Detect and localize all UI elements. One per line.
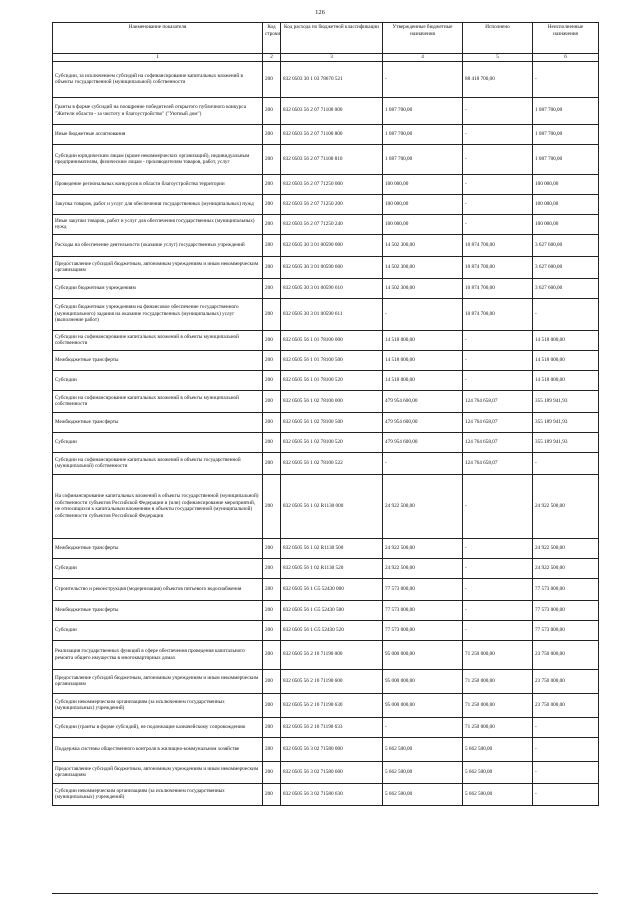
table-row xyxy=(53,278,599,298)
row-name: Проведение региональных конкурсов в области благоустройства территории xyxy=(53,174,263,194)
row-unexecuted: 77 573 000,00 xyxy=(533,578,599,600)
row-approved: 95 000 000,00 xyxy=(383,669,463,693)
row-name: Субсидии xyxy=(53,370,263,390)
row-expense-code: 832 0505 56 1 02 R1130 520 xyxy=(281,558,383,578)
row-unexecuted: 3 627 600,00 xyxy=(533,234,599,256)
row-executed: - xyxy=(463,620,533,640)
row-expense-code: 832 0505 56 1 01 78100 000 xyxy=(281,330,383,350)
row-executed: 71 250 000,00 xyxy=(463,717,533,737)
row-line-code: 200 xyxy=(263,620,281,640)
row-executed: 124 764 658,07 xyxy=(463,432,533,452)
table-row xyxy=(53,717,599,737)
row-expense-code: 832 0505 56 2 10 71190 633 xyxy=(281,717,383,737)
row-approved: - xyxy=(383,298,463,330)
row-line-code: 200 xyxy=(263,717,281,737)
table-row xyxy=(53,298,599,330)
row-expense-code: 832 0505 56 1 02 78100 520 xyxy=(281,432,383,452)
table-row xyxy=(53,214,599,234)
table-row xyxy=(53,194,599,214)
table-row xyxy=(53,452,599,474)
row-line-code: 200 xyxy=(263,761,281,783)
row-expense-code: 832 0505 30 3 01 00590 600 xyxy=(281,256,383,278)
row-unexecuted: 14 518 000,00 xyxy=(533,370,599,390)
row-approved: 14 518 000,00 xyxy=(383,330,463,350)
row-expense-code: 832 0505 56 1 02 R1130 500 xyxy=(281,538,383,558)
row-unexecuted: - xyxy=(533,783,599,805)
table-row xyxy=(53,669,599,693)
table-row xyxy=(53,97,599,124)
row-executed: - xyxy=(463,144,533,174)
row-name: Предоставление субсидий бюджетным, автономным учреждениям и иным некоммерческим организациям xyxy=(53,669,263,693)
row-executed: 88 418 700,00 xyxy=(463,61,533,97)
row-executed: 10 874 700,00 xyxy=(463,256,533,278)
row-unexecuted: 23 750 000,00 xyxy=(533,669,599,693)
row-approved: 14 518 000,00 xyxy=(383,370,463,390)
row-line-code: 200 xyxy=(263,538,281,558)
table-header-row xyxy=(53,23,599,54)
row-line-code: 200 xyxy=(263,194,281,214)
table-row xyxy=(53,538,599,558)
row-line-code: 200 xyxy=(263,600,281,620)
row-name: Субсидии на софинансирование капитальных вложений в объекты муниципальной собственности xyxy=(53,330,263,350)
row-expense-code: 832 0503 56 2 07 71250 000 xyxy=(281,174,383,194)
row-approved: 77 573 000,00 xyxy=(383,620,463,640)
row-executed: - xyxy=(463,174,533,194)
row-name: На софинансирование капитальных вложений в объекты государственной (муниципальной) собственности субъектов Российской Федерации и (или) софинансирование мероприятий, не относящихся к капитальным вложениям в объекты государственной (муниципальной) собственности субъектов Российской Федерации xyxy=(53,474,263,538)
row-expense-code: 832 0505 30 3 01 00590 611 xyxy=(281,298,383,330)
row-expense-code: 832 0505 56 3 02 71580 600 xyxy=(281,761,383,783)
row-expense-code: 832 0505 56 1 02 R1130 000 xyxy=(281,474,383,538)
row-name: Субсидии на софинансирование капитальных вложений в объекты муниципальной собственности xyxy=(53,390,263,412)
row-expense-code: 832 0503 56 2 07 71100 810 xyxy=(281,144,383,174)
row-name: Предоставление субсидий бюджетным, автономным учреждениям и иным некоммерческим организациям xyxy=(53,256,263,278)
row-executed: 124 764 658,07 xyxy=(463,412,533,432)
row-line-code: 200 xyxy=(263,390,281,412)
row-name: Строительство и реконструкция (модернизация) объектов питьевого водоснабжения xyxy=(53,578,263,600)
row-line-code: 200 xyxy=(263,298,281,330)
column-number-row xyxy=(53,54,599,62)
row-executed: - xyxy=(463,97,533,124)
header-executed: Исполнено xyxy=(463,23,533,54)
row-executed: 10 874 700,00 xyxy=(463,298,533,330)
row-executed: - xyxy=(463,330,533,350)
row-approved: 100 000,00 xyxy=(383,174,463,194)
row-line-code: 200 xyxy=(263,174,281,194)
row-executed: - xyxy=(463,350,533,370)
row-name: Расходы на обеспечение деятельности (оказание услуг) государственных учреждений xyxy=(53,234,263,256)
row-approved: 1 087 700,00 xyxy=(383,97,463,124)
row-expense-code: 832 0505 56 1 G5 52430 500 xyxy=(281,600,383,620)
table-row xyxy=(53,61,599,97)
row-executed: 10 874 700,00 xyxy=(463,234,533,256)
row-name: Субсидии xyxy=(53,558,263,578)
row-unexecuted: 14 518 000,00 xyxy=(533,350,599,370)
row-executed: - xyxy=(463,370,533,390)
column-number: 2 xyxy=(263,54,281,62)
row-line-code: 200 xyxy=(263,370,281,390)
row-executed: 71 250 000,00 xyxy=(463,640,533,669)
row-approved: 24 922 500,00 xyxy=(383,538,463,558)
table-row xyxy=(53,600,599,620)
row-name: Субсидии юридическим лицам (кроме некоммерческих организаций), индивидуальным предпринимателям, физическим лицам - производителям товаров, работ, услуг xyxy=(53,144,263,174)
row-approved: 14 502 300,00 xyxy=(383,234,463,256)
column-number: 4 xyxy=(383,54,463,62)
row-expense-code: 832 0505 56 1 G5 52430 000 xyxy=(281,578,383,600)
row-executed: - xyxy=(463,558,533,578)
table-row xyxy=(53,144,599,174)
row-expense-code: 832 0505 56 1 01 78100 520 xyxy=(281,370,383,390)
table-row xyxy=(53,370,599,390)
row-executed: - xyxy=(463,538,533,558)
row-approved: 95 000 000,00 xyxy=(383,693,463,717)
column-number: 5 xyxy=(463,54,533,62)
row-unexecuted: 100 000,00 xyxy=(533,214,599,234)
row-name: Межбюджетные трансферты xyxy=(53,350,263,370)
row-name: Субсидии на софинансирование капитальных вложений в объекты государственной (муниципальной) собственности xyxy=(53,452,263,474)
row-approved: - xyxy=(383,717,463,737)
row-unexecuted: 1 087 700,00 xyxy=(533,144,599,174)
row-unexecuted: 14 518 000,00 xyxy=(533,330,599,350)
row-expense-code: 832 0503 56 2 07 71250 200 xyxy=(281,194,383,214)
table-row xyxy=(53,330,599,350)
row-executed: 5 662 500,00 xyxy=(463,783,533,805)
row-approved: 5 662 500,00 xyxy=(383,783,463,805)
row-executed: 71 250 000,00 xyxy=(463,693,533,717)
header-expense-code: Код расхода по бюджетной классификации xyxy=(281,23,383,54)
row-approved: 14 502 300,00 xyxy=(383,256,463,278)
row-approved: 5 662 500,00 xyxy=(383,761,463,783)
row-approved: 1 087 700,00 xyxy=(383,144,463,174)
row-name: Реализация государственных функций в сфере обеспечения проведения капитального ремонта общего имущества в многоквартирных домах xyxy=(53,640,263,669)
row-unexecuted: 23 750 000,00 xyxy=(533,640,599,669)
table-row xyxy=(53,620,599,640)
row-unexecuted: 100 000,00 xyxy=(533,194,599,214)
row-approved: 479 954 600,00 xyxy=(383,432,463,452)
header-approved: Утвержденные бюджетные назначения xyxy=(383,23,463,54)
row-unexecuted: - xyxy=(533,452,599,474)
row-line-code: 200 xyxy=(263,214,281,234)
row-name: Межбюджетные трансферты xyxy=(53,538,263,558)
row-unexecuted: 77 573 000,00 xyxy=(533,600,599,620)
row-executed: - xyxy=(463,474,533,538)
row-name: Субсидии (гранты в форме субсидий), не подлежащие казначейскому сопровождению xyxy=(53,717,263,737)
row-expense-code: 832 0505 56 2 10 71190 000 xyxy=(281,640,383,669)
row-approved: 1 087 700,00 xyxy=(383,124,463,144)
row-executed: - xyxy=(463,578,533,600)
row-executed: 5 662 500,00 xyxy=(463,737,533,761)
row-expense-code: 832 0505 30 3 01 00590 000 xyxy=(281,234,383,256)
row-unexecuted: 355 189 941,93 xyxy=(533,390,599,412)
row-name: Поддержка системы общественного контроля в жилищно-коммунальном хозяйстве xyxy=(53,737,263,761)
row-executed: 5 662 500,00 xyxy=(463,761,533,783)
row-unexecuted: 1 087 700,00 xyxy=(533,97,599,124)
table-body xyxy=(53,61,599,805)
row-executed: 71 250 000,00 xyxy=(463,669,533,693)
row-approved: 77 573 000,00 xyxy=(383,578,463,600)
row-line-code: 200 xyxy=(263,693,281,717)
page-bottom-rule xyxy=(52,893,598,894)
row-executed: - xyxy=(463,214,533,234)
row-approved: 100 000,00 xyxy=(383,214,463,234)
row-line-code: 200 xyxy=(263,412,281,432)
row-line-code: 200 xyxy=(263,432,281,452)
row-name: Субсидии некоммерческим организациям (за исключением государственных (муниципальных) учреждений) xyxy=(53,693,263,717)
row-unexecuted: 23 750 000,00 xyxy=(533,693,599,717)
table-row xyxy=(53,693,599,717)
page-number: 126 xyxy=(315,9,325,16)
row-approved: 77 573 000,00 xyxy=(383,600,463,620)
table-row xyxy=(53,234,599,256)
row-expense-code: 832 0505 56 3 02 71580 630 xyxy=(281,783,383,805)
row-executed: 10 874 700,00 xyxy=(463,278,533,298)
row-unexecuted: - xyxy=(533,737,599,761)
row-line-code: 200 xyxy=(263,737,281,761)
row-approved: 14 518 000,00 xyxy=(383,350,463,370)
row-expense-code: 832 0505 56 1 02 78100 000 xyxy=(281,390,383,412)
row-expense-code: 832 0505 56 3 02 71580 000 xyxy=(281,737,383,761)
row-expense-code: 832 0503 56 2 07 71100 800 xyxy=(281,124,383,144)
row-name: Субсидии некоммерческим организациям (за исключением государственных (муниципальных) учреждений) xyxy=(53,783,263,805)
row-unexecuted: 24 922 500,00 xyxy=(533,558,599,578)
row-executed: 124 764 658,07 xyxy=(463,390,533,412)
row-expense-code: 832 0505 56 1 01 78100 500 xyxy=(281,350,383,370)
row-approved: 479 954 600,00 xyxy=(383,412,463,432)
row-approved: 5 662 500,00 xyxy=(383,737,463,761)
row-approved: - xyxy=(383,61,463,97)
row-unexecuted: 77 573 000,00 xyxy=(533,620,599,640)
row-approved: 24 922 500,00 xyxy=(383,558,463,578)
row-expense-code: 832 0503 56 2 07 71250 240 xyxy=(281,214,383,234)
table-row xyxy=(53,640,599,669)
row-unexecuted: 24 922 500,00 xyxy=(533,474,599,538)
row-line-code: 200 xyxy=(263,669,281,693)
row-unexecuted: 1 087 700,00 xyxy=(533,124,599,144)
row-line-code: 200 xyxy=(263,278,281,298)
row-line-code: 200 xyxy=(263,256,281,278)
row-unexecuted: 355 189 941,93 xyxy=(533,432,599,452)
row-expense-code: 832 0503 30 1 03 78670 521 xyxy=(281,61,383,97)
row-unexecuted: - xyxy=(533,717,599,737)
table-row xyxy=(53,256,599,278)
row-approved: 479 954 600,00 xyxy=(383,390,463,412)
header-name: Наименование показателя xyxy=(53,23,263,54)
row-approved: 100 000,00 xyxy=(383,194,463,214)
row-name: Гранты в форме субсидий на поощрение победителей открытого публичного конкурса "Жители области - за чистоту и благоустройство" ("Уютный дом") xyxy=(53,97,263,124)
row-unexecuted: 24 922 500,00 xyxy=(533,538,599,558)
row-executed: - xyxy=(463,600,533,620)
row-name: Иные бюджетные ассигнования xyxy=(53,124,263,144)
column-number: 1 xyxy=(53,54,263,62)
row-name: Субсидии бюджетным учреждениям на финансовое обеспечение государственного (муниципального) задания на оказание государственных (муниципальных) услуг (выполнение работ) xyxy=(53,298,263,330)
row-name: Субсидии xyxy=(53,432,263,452)
row-line-code: 200 xyxy=(263,234,281,256)
row-unexecuted: 100 000,00 xyxy=(533,174,599,194)
table-row xyxy=(53,558,599,578)
header-unexecuted: Неисполненные назначения xyxy=(533,23,599,54)
row-unexecuted: 3 627 600,00 xyxy=(533,278,599,298)
table-row xyxy=(53,432,599,452)
row-line-code: 200 xyxy=(263,330,281,350)
table-row xyxy=(53,783,599,805)
row-name: Закупка товаров, работ и услуг для обеспечения государственных (муниципальных) нужд xyxy=(53,194,263,214)
row-expense-code: 832 0503 56 2 07 71100 000 xyxy=(281,97,383,124)
table-row xyxy=(53,761,599,783)
row-expense-code: 832 0505 56 1 G5 52430 520 xyxy=(281,620,383,640)
table-row xyxy=(53,412,599,432)
row-expense-code: 832 0505 56 2 10 71190 600 xyxy=(281,669,383,693)
row-expense-code: 832 0505 56 1 02 78100 522 xyxy=(281,452,383,474)
row-approved: 24 922 500,00 xyxy=(383,474,463,538)
row-name: Иные закупки товаров, работ и услуг для обеспечения государственных (муниципальных) нужд xyxy=(53,214,263,234)
table-row xyxy=(53,124,599,144)
row-unexecuted: 355 189 941,93 xyxy=(533,412,599,432)
row-expense-code: 832 0505 30 3 01 00590 610 xyxy=(281,278,383,298)
row-unexecuted: 3 627 600,00 xyxy=(533,256,599,278)
table-row xyxy=(53,350,599,370)
row-name: Предоставление субсидий бюджетным, автономным учреждениям и иным некоммерческим организациям xyxy=(53,761,263,783)
budget-execution-table xyxy=(52,22,599,806)
row-approved: 95 000 000,00 xyxy=(383,640,463,669)
row-name: Субсидии, за исключением субсидий на софинансирование капитальных вложений в объекты государственной (муниципальной) собственности xyxy=(53,61,263,97)
row-line-code: 200 xyxy=(263,97,281,124)
row-unexecuted: - xyxy=(533,298,599,330)
row-expense-code: 832 0505 56 1 02 78100 500 xyxy=(281,412,383,432)
row-line-code: 200 xyxy=(263,144,281,174)
table-row xyxy=(53,174,599,194)
row-line-code: 200 xyxy=(263,578,281,600)
column-number: 3 xyxy=(281,54,383,62)
table-row xyxy=(53,474,599,538)
table-row xyxy=(53,578,599,600)
row-name: Межбюджетные трансферты xyxy=(53,412,263,432)
table-row xyxy=(53,737,599,761)
row-expense-code: 832 0505 56 2 10 71190 630 xyxy=(281,693,383,717)
row-executed: 124 764 658,07 xyxy=(463,452,533,474)
row-approved: - xyxy=(383,452,463,474)
row-line-code: 200 xyxy=(263,61,281,97)
row-line-code: 200 xyxy=(263,558,281,578)
row-executed: - xyxy=(463,124,533,144)
row-line-code: 200 xyxy=(263,452,281,474)
table-row xyxy=(53,390,599,412)
row-name: Межбюджетные трансферты xyxy=(53,600,263,620)
column-number: 6 xyxy=(533,54,599,62)
row-line-code: 200 xyxy=(263,640,281,669)
row-name: Субсидии бюджетным учреждениям xyxy=(53,278,263,298)
header-line-code: Код строки xyxy=(263,23,281,54)
row-unexecuted: - xyxy=(533,761,599,783)
row-line-code: 200 xyxy=(263,474,281,538)
row-unexecuted: - xyxy=(533,61,599,97)
row-line-code: 200 xyxy=(263,783,281,805)
row-executed: - xyxy=(463,194,533,214)
row-approved: 14 502 300,00 xyxy=(383,278,463,298)
row-line-code: 200 xyxy=(263,124,281,144)
row-name: Субсидии xyxy=(53,620,263,640)
row-line-code: 200 xyxy=(263,350,281,370)
